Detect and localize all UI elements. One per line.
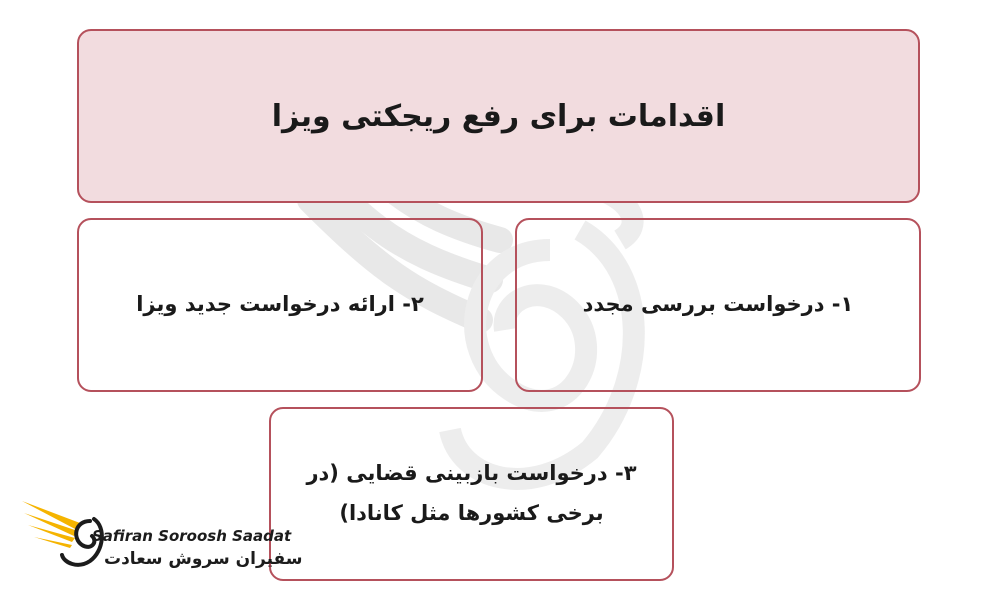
company-logo xyxy=(20,493,303,583)
step-box-2 xyxy=(77,218,483,392)
step-box-1 xyxy=(515,218,921,392)
logo-name-en: Safiran Soroosh Saadat xyxy=(92,527,292,545)
logo-name-fa: سفیران سروش سعادت xyxy=(104,549,303,569)
step-label-3: ۳- درخواست بازبینی قضایی (در برخی کشورها مثل کانادا) xyxy=(306,461,637,525)
title-box xyxy=(77,29,920,203)
step-box-3 xyxy=(269,407,674,581)
step-label-2: ۲- ارائه درخواست جدید ویزا xyxy=(136,292,424,317)
diagram-title: اقدامات برای رفع ریجکتی ویزا xyxy=(271,98,726,134)
step-label-1: ۱- درخواست بررسی مجدد xyxy=(582,292,854,317)
